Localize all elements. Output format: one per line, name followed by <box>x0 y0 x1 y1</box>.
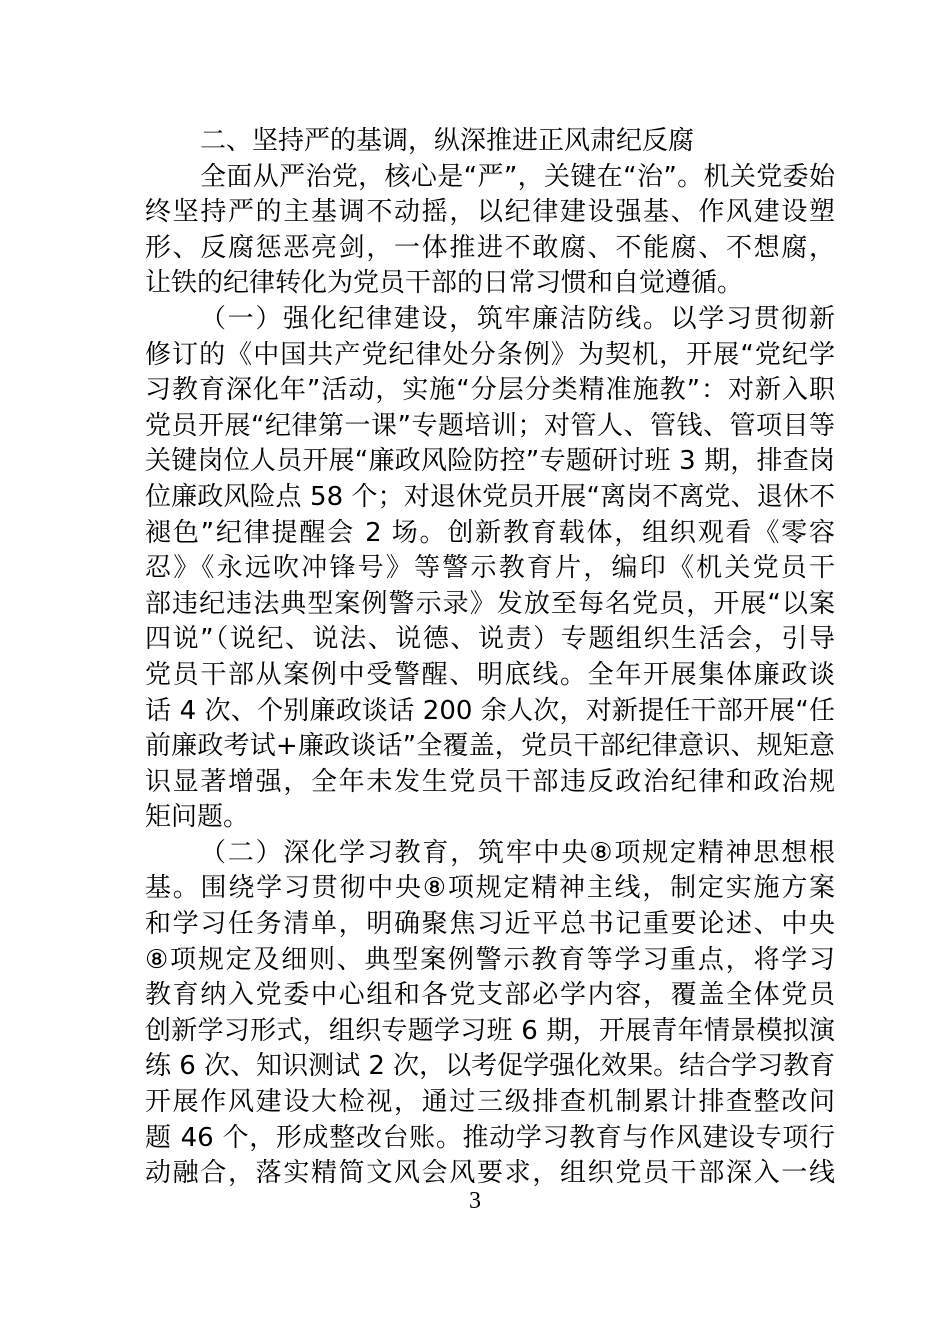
text-line: 部违纪违法典型案例警示录》发放至每名党员，开展“以案 <box>145 588 835 619</box>
text-line: 习教育深化年”活动，实施“分层分类精准施教”：对新入职 <box>145 375 835 406</box>
text-line: 识显著增强，全年未发生党员干部违反政治纪律和政治规 <box>145 766 835 797</box>
text-line: （二）深化学习教育，筑牢中央⑧项规定精神思想根 <box>200 837 835 868</box>
text-line: 全面从严治党，核心是“严”，关键在“治”。机关党委始 <box>200 161 835 192</box>
text-line: 动融合，落实精简文风会风要求，组织党员干部深入一线 <box>145 1158 835 1189</box>
text-line: 四说”（说纪、说法、说德、说责）专题组织生活会，引导 <box>145 624 835 655</box>
text-line: 话 4 次、个别廉政谈话 200 余人次，对新提任干部开展“任 <box>145 695 835 726</box>
text-line: 基。围绕学习贯彻中央⑧项规定精神主线，制定实施方案 <box>145 873 835 904</box>
text-line: 党员干部从案例中受警醒、明底线。全年开展集体廉政谈 <box>145 659 835 690</box>
text-line: 修订的《中国共产党纪律处分条例》为契机，开展“党纪学 <box>145 339 835 370</box>
paragraph-study <box>145 836 835 1192</box>
text-line: 创新学习形式，组织专题学习班 6 期，开展青年情景模拟演 <box>145 1015 835 1046</box>
text-line: 褪色”纪律提醒会 2 场。创新教育载体，组织观看《零容 <box>145 517 835 548</box>
text-line: 矩问题。 <box>145 802 250 833</box>
text-line: 关键岗位人员开展“廉政风险防控”专题研讨班 3 期，排查岗 <box>145 446 835 477</box>
section-heading: 二、坚持严的基调，纵深推进正风肃纪反腐 <box>200 126 695 156</box>
document-body <box>145 124 835 1192</box>
text-line: 位廉政风险点 58 个；对退休党员开展“离岗不离党、退休不 <box>145 481 835 512</box>
text-line: 和学习任务清单，明确聚焦习近平总书记重要论述、中央 <box>145 909 835 940</box>
paragraph-intro <box>145 160 835 302</box>
text-line: ⑧项规定及细则、典型案例警示教育等学习重点，将学习 <box>145 944 835 975</box>
text-line: 练 6 次、知识测试 2 次，以考促学强化效果。结合学习教育 <box>145 1051 836 1082</box>
text-line: 教育纳入党委中心组和各党支部必学内容，覆盖全体党员 <box>145 980 835 1011</box>
page-number: 3 <box>469 1188 481 1214</box>
text-line: 开展作风建设大检视，通过三级排查机制累计排查整改问 <box>145 1087 835 1118</box>
text-line: 党员开展“纪律第一课”专题培训；对管人、管钱、管项目等 <box>145 410 835 441</box>
paragraph-discipline <box>145 302 835 836</box>
text-line: 前廉政考试+廉政谈话”全覆盖，党员干部纪律意识、规矩意 <box>145 731 835 762</box>
text-line: 形、反腐惩恶亮剑，一体推进不敢腐、不能腐、不想腐， <box>145 232 835 263</box>
text-line: 题 46 个，形成整改台账。推动学习教育与作风建设专项行 <box>145 1122 835 1153</box>
text-line: 忍》《永远吹冲锋号》等警示教育片，编印《机关党员干 <box>145 553 835 584</box>
text-line: 终坚持严的主基调不动摇，以纪律建设强基、作风建设塑 <box>145 197 835 228</box>
text-line: 让铁的纪律转化为党员干部的日常习惯和自觉遵循。 <box>145 268 744 299</box>
text-line: （一）强化纪律建设，筑牢廉洁防线。以学习贯彻新 <box>200 303 835 334</box>
